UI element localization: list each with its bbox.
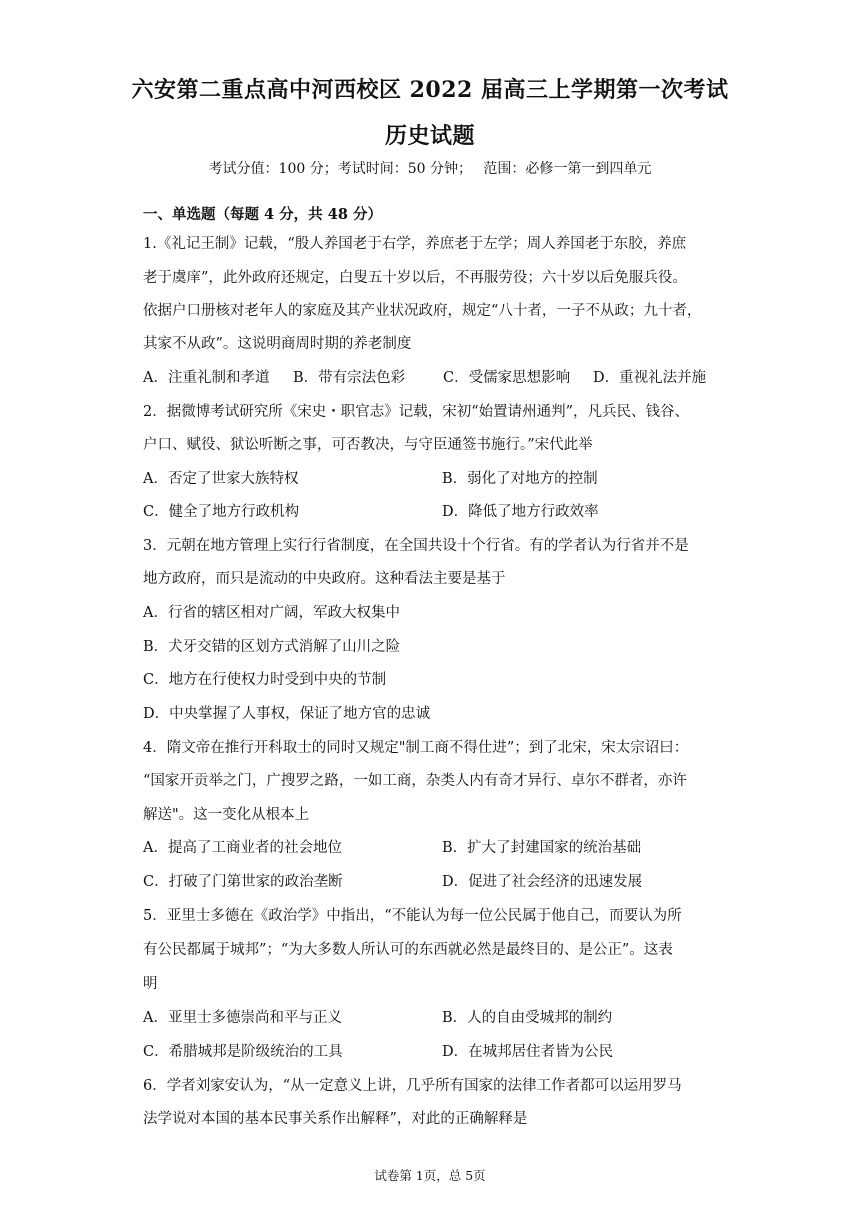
- question-1-line: 1.《礼记王制》记载，“殷人养国老于右学，养庶老于左学；周人养国老于东胶，养庶: [143, 236, 687, 252]
- question-4-option-c: C．打破了门第世家的政治垄断: [143, 874, 343, 890]
- question-1-line: 依据户口册核对老年人的家庭及其产业状况政府，规定“八十者，一子不从政；九十者，: [143, 303, 702, 319]
- question-5-option-a: A．亚里士多德崇尚和平与正义: [143, 1010, 342, 1026]
- question-5-line: 有公民都属于城邦”；“为大多数人所认可的东西就必然是最终目的、是公正”。这表: [143, 942, 673, 958]
- question-2-option-b: B．弱化了对地方的控制: [442, 471, 598, 487]
- question-6-line: 法学说对本国的基本民事关系作出解释”，对此的正确解释是: [143, 1111, 528, 1127]
- question-1-option-b: B．带有宗法色彩: [293, 370, 406, 386]
- section-heading: 一、单选题（每题 4 分，共 48 分）: [143, 206, 382, 223]
- question-2-line: 2．据微博考试研究所《宋史・职官志》记载，宋初“始置请州通判”，凡兵民、钱谷、: [143, 404, 690, 420]
- question-3-line: 地方政府，而只是流动的中央政府。这种看法主要是基于: [143, 571, 506, 587]
- question-2-option-c: C．健全了地方行政机构: [143, 504, 300, 520]
- question-1-line: 其家不从政”。这说明商周时期的养老制度: [143, 336, 412, 352]
- page-footer: 试卷第 1页，总 5页: [374, 1168, 486, 1183]
- question-1-option-c: C．受儒家思想影响: [443, 370, 571, 386]
- question-2-line: 户口、赋役、狱讼听断之事，可否教决，与守臣通签书施行。”宋代此举: [143, 437, 593, 453]
- question-5-option-c: C．希腊城邦是阶级统治的工具: [143, 1044, 343, 1060]
- question-4-line: 4．隋文帝在推行开科取士的同时又规定"制工商不得仕进”；到了北宋，宋太宗诏曰：: [143, 740, 689, 756]
- question-4-option-b: B．扩大了封建国家的统治基础: [442, 840, 642, 856]
- question-2-option-d: D．降低了地方行政效率: [442, 504, 599, 520]
- question-5-option-b: B．人的自由受城邦的制约: [442, 1010, 613, 1026]
- question-3-line: 3．元朝在地方管理上实行行省制度，在全国共设十个行省。有的学者认为行省并不是: [143, 538, 689, 554]
- subject-title: 历史试题: [384, 123, 475, 149]
- exam-meta: 考试分值：100 分；考试时间：50 分钟； 范围：必修一第一到四单元: [208, 161, 652, 177]
- question-2-option-a: A．否定了世家大族特权: [143, 471, 299, 487]
- question-5-line: 明: [143, 976, 158, 992]
- question-4-option-d: D．促进了社会经济的迅速发展: [442, 874, 643, 890]
- question-6-line: 6．学者刘家安认为，“从一定意义上讲，几乎所有国家的法律工作者都可以运用罗马: [143, 1078, 682, 1094]
- question-3-option-b: B．犬牙交错的区划方式消解了山川之险: [143, 639, 401, 655]
- question-4-line: “国家开贡举之门，广搜罗之路，一如工商，杂类人内有奇才异行、卓尔不群者，亦许: [143, 773, 687, 789]
- question-4-option-a: A．提高了工商业者的社会地位: [143, 840, 342, 856]
- question-4-line: 解送"。这一变化从根本上: [143, 807, 310, 823]
- question-1-line: 老于虞庠”，此外政府还规定，白叟五十岁以后，不再服劳役；六十岁以后免服兵役。: [143, 270, 687, 286]
- exam-title: 六安第二重点高中河西校区 2022 届高三上学期第一次考试: [131, 77, 729, 103]
- question-1-option-d: D．重视礼法并施: [593, 370, 707, 386]
- question-3-option-c: C．地方在行使权力时受到中央的节制: [143, 672, 387, 688]
- question-5-line: 5．亚里士多德在《政治学》中指出，“不能认为每一位公民属于他自己，而要认为所: [143, 908, 682, 924]
- question-3-option-d: D．中央掌握了人事权，保证了地方官的忠诚: [143, 706, 431, 722]
- question-1-option-a: A．注重礼制和孝道: [143, 370, 270, 386]
- question-5-option-d: D．在城邦居住者皆为公民: [442, 1044, 614, 1060]
- question-3-option-a: A．行省的辖区相对广阔，军政大权集中: [143, 605, 400, 621]
